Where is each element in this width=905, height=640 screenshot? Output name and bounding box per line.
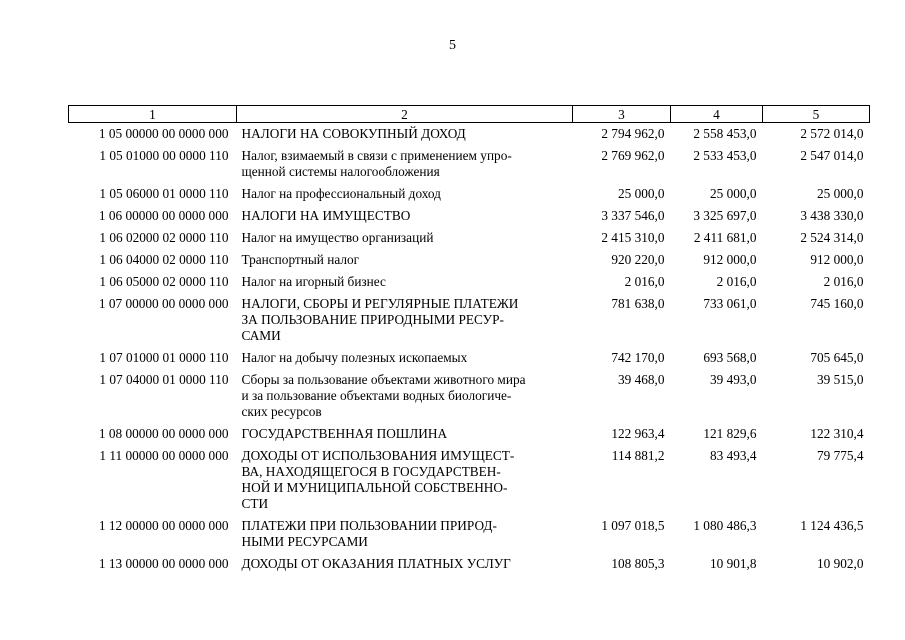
item-name-cell: НАЛОГИ НА ИМУЩЕСТВО (241, 208, 411, 223)
budget-code-cell: 1 07 00000 00 0000 000 (98, 296, 229, 311)
item-name-cell: ПЛАТЕЖИ ПРИ ПОЛЬЗОВАНИИ ПРИРОД- НЫМИ РЕСУРСАМИ (241, 518, 497, 549)
item-name-cell: Налог на игорный бизнес (241, 274, 386, 289)
budget-revenue-table (68, 105, 870, 575)
value-col-4-cell: 912 000,0 (703, 252, 757, 267)
budget-code-cell: 1 08 00000 00 0000 000 (98, 426, 229, 441)
table-body (69, 123, 870, 576)
budget-code-cell: 1 07 04000 01 0000 110 (99, 372, 229, 387)
item-name-cell: НАЛОГИ, СБОРЫ И РЕГУЛЯРНЫЕ ПЛАТЕЖИ ЗА ПОЛЬЗОВАНИЕ ПРИРОДНЫМИ РЕСУР- САМИ (241, 296, 519, 343)
item-name-cell: ДОХОДЫ ОТ ОКАЗАНИЯ ПЛАТНЫХ УСЛУГ (241, 556, 511, 571)
header-col-1: 1 (69, 106, 237, 123)
value-col-3-cell: 920 220,0 (611, 252, 665, 267)
value-col-5-cell: 39 515,0 (816, 372, 864, 387)
value-col-4-cell: 2 533 453,0 (693, 148, 757, 163)
value-col-5-cell: 10 902,0 (816, 556, 864, 571)
budget-code-cell: 1 07 01000 01 0000 110 (99, 350, 229, 365)
value-col-5-cell: 1 124 436,5 (800, 518, 864, 533)
item-name-cell: Налог, взимаемый в связи с применением упро- щенной системы налогообложения (241, 148, 512, 179)
table-row (69, 271, 870, 293)
table-row (69, 183, 870, 205)
item-name-cell: Налог на добычу полезных ископаемых (241, 350, 468, 365)
item-name-cell: Транспортный налог (241, 252, 360, 267)
budget-code-cell: 1 13 00000 00 0000 000 (98, 556, 229, 571)
value-col-5-cell: 3 438 330,0 (800, 208, 864, 223)
value-col-5-cell: 25 000,0 (816, 186, 864, 201)
header-col-2: 2 (237, 106, 573, 123)
value-col-5-cell: 122 310,4 (810, 426, 864, 441)
budget-code-cell: 1 05 01000 00 0000 110 (99, 148, 229, 163)
value-col-3-cell: 25 000,0 (617, 186, 665, 201)
header-col-5: 5 (763, 106, 870, 123)
budget-code-cell: 1 05 06000 01 0000 110 (99, 186, 229, 201)
table-row (69, 145, 870, 183)
table-row (69, 293, 870, 347)
header-col-4: 4 (671, 106, 763, 123)
value-col-5-cell: 2 547 014,0 (800, 148, 864, 163)
value-col-5-cell: 2 016,0 (823, 274, 864, 289)
value-col-5-cell: 2 524 314,0 (800, 230, 864, 245)
value-col-5-cell: 912 000,0 (810, 252, 864, 267)
value-col-3-cell: 742 170,0 (611, 350, 665, 365)
value-col-5-cell: 745 160,0 (810, 296, 864, 311)
value-col-3-cell: 108 805,3 (611, 556, 665, 571)
budget-code-cell: 1 05 00000 00 0000 000 (98, 126, 229, 141)
budget-code-cell: 1 12 00000 00 0000 000 (98, 518, 229, 533)
header-col-3: 3 (573, 106, 671, 123)
value-col-3-cell: 781 638,0 (611, 296, 665, 311)
table-row (69, 227, 870, 249)
value-col-3-cell: 2 415 310,0 (601, 230, 665, 245)
value-col-4-cell: 39 493,0 (709, 372, 757, 387)
value-col-4-cell: 83 493,4 (709, 448, 757, 463)
value-col-4-cell: 2 016,0 (716, 274, 757, 289)
value-col-4-cell: 2 558 453,0 (693, 126, 757, 141)
value-col-4-cell: 25 000,0 (709, 186, 757, 201)
value-col-4-cell: 10 901,8 (709, 556, 757, 571)
value-col-3-cell: 3 337 546,0 (601, 208, 665, 223)
item-name-cell: Налог на имущество организаций (241, 230, 434, 245)
budget-code-cell: 1 06 04000 02 0000 110 (99, 252, 229, 267)
value-col-3-cell: 1 097 018,5 (601, 518, 665, 533)
table-row (69, 553, 870, 575)
value-col-3-cell: 2 769 962,0 (601, 148, 665, 163)
item-name-cell: ГОСУДАРСТВЕННАЯ ПОШЛИНА (241, 426, 448, 441)
page-number: 5 (449, 38, 456, 53)
value-col-4-cell: 733 061,0 (703, 296, 757, 311)
value-col-3-cell: 114 881,2 (611, 448, 665, 463)
value-col-5-cell: 2 572 014,0 (800, 126, 864, 141)
budget-code-cell: 1 06 05000 02 0000 110 (99, 274, 229, 289)
value-col-4-cell: 693 568,0 (703, 350, 757, 365)
item-name-cell: ДОХОДЫ ОТ ИСПОЛЬЗОВАНИЯ ИМУЩЕСТ- ВА, НАХОДЯЩЕГОСЯ В ГОСУДАРСТВЕН- НОЙ И МУНИЦИПАЛЬНОЙ СОБСТВЕННО- СТИ (241, 448, 515, 511)
value-col-5-cell: 79 775,4 (816, 448, 864, 463)
budget-code-cell: 1 11 00000 00 0000 000 (99, 448, 229, 463)
item-name-cell: НАЛОГИ НА СОВОКУПНЫЙ ДОХОД (241, 126, 466, 141)
table-header (69, 106, 870, 123)
table-row (69, 205, 870, 227)
value-col-4-cell: 2 411 681,0 (693, 230, 757, 245)
table-row (69, 249, 870, 271)
table-row (69, 123, 870, 146)
table-row (69, 445, 870, 515)
value-col-3-cell: 39 468,0 (617, 372, 665, 387)
value-col-4-cell: 121 829,6 (703, 426, 757, 441)
value-col-4-cell: 1 080 486,3 (693, 518, 757, 533)
item-name-cell: Налог на профессиональный доход (241, 186, 441, 201)
table-row (69, 347, 870, 369)
value-col-3-cell: 122 963,4 (611, 426, 665, 441)
header-row (69, 106, 870, 123)
table-row (69, 515, 870, 553)
value-col-3-cell: 2 794 962,0 (601, 126, 665, 141)
item-name-cell: Сборы за пользование объектами животного мира и за пользование объектами водных биологиче- ских ресурсов (241, 372, 526, 419)
value-col-4-cell: 3 325 697,0 (693, 208, 757, 223)
table-row (69, 423, 870, 445)
value-col-5-cell: 705 645,0 (810, 350, 864, 365)
budget-code-cell: 1 06 02000 02 0000 110 (99, 230, 229, 245)
value-col-3-cell: 2 016,0 (624, 274, 665, 289)
budget-code-cell: 1 06 00000 00 0000 000 (98, 208, 229, 223)
table-row (69, 369, 870, 423)
